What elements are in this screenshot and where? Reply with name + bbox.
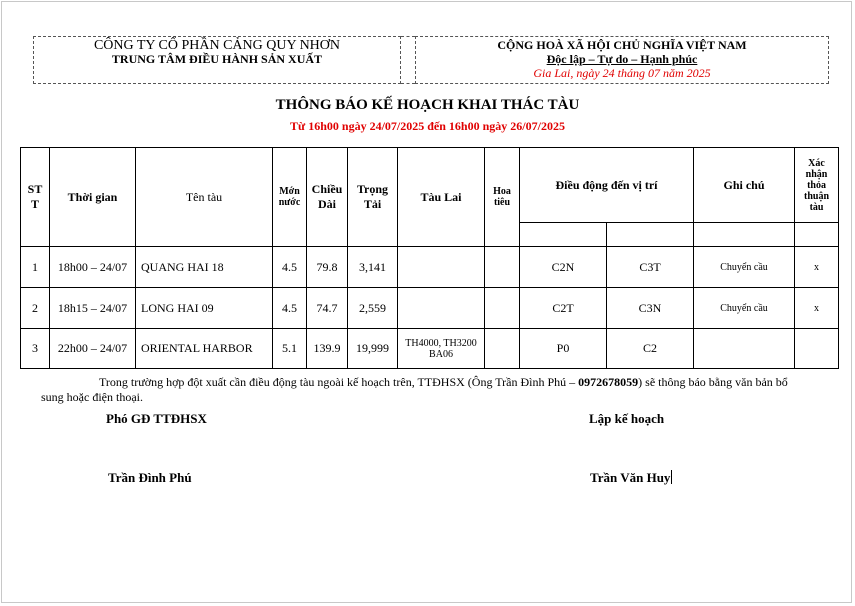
cell-note <box>694 329 795 369</box>
header-time: Thời gian <box>50 148 136 247</box>
signature-right-title: Lập kế hoạch <box>589 411 665 426</box>
place-date: Gia Lai, ngày 24 tháng 07 năm 2025 <box>533 66 711 80</box>
note-text-1: Trong trường hợp đột xuất cần điều động tàu ngoài kế hoạch trên, TTĐHSX (Ông Trần Đình Phú – <box>99 375 579 389</box>
cell-to: C3T <box>607 247 694 288</box>
cell-ship: ORIENTAL HARBOR <box>136 329 273 369</box>
cell-length: 79.8 <box>307 247 348 288</box>
cell-note: Chuyển cầu <box>694 288 795 329</box>
cell-length: 74.7 <box>307 288 348 329</box>
subheader-confirm <box>795 223 839 247</box>
cell-time: 18h15 – 24/07 <box>50 288 136 329</box>
header-draft: Mớn nước <box>273 148 307 247</box>
header-stt: ST T <box>21 148 50 247</box>
cell-confirm: x <box>795 288 839 329</box>
cell-confirm: x <box>795 247 839 288</box>
cell-from: C2N <box>520 247 607 288</box>
company-unit: TRUNG TÂM ĐIỀU HÀNH SẢN XUẤT <box>111 52 323 66</box>
cell-pilot <box>485 247 520 288</box>
subheader-from <box>520 223 607 247</box>
cell-stt: 1 <box>21 247 50 288</box>
cell-tug <box>398 288 485 329</box>
cell-time: 18h00 – 24/07 <box>50 247 136 288</box>
nation-motto: Độc lập – Tự do – Hạnh phúc <box>546 52 698 66</box>
signature-right-block[interactable] <box>590 470 672 486</box>
table-header-row <box>21 148 839 223</box>
cell-note: Chuyển cầu <box>694 247 795 288</box>
cell-draft: 5.1 <box>273 329 307 369</box>
company-name: CÔNG TY CỔ PHẦN CẢNG QUY NHƠN <box>93 38 341 53</box>
subheader-note <box>694 223 795 247</box>
cell-tonnage: 2,559 <box>348 288 398 329</box>
cell-from: C2T <box>520 288 607 329</box>
cell-from: P0 <box>520 329 607 369</box>
cell-pilot <box>485 329 520 369</box>
signature-left-name: Trần Đình Phú <box>108 470 192 485</box>
cell-ship: QUANG HAI 18 <box>136 247 273 288</box>
cell-ship: LONG HAI 09 <box>136 288 273 329</box>
cell-draft: 4.5 <box>273 247 307 288</box>
subheader-to <box>607 223 694 247</box>
header-ship: Tên tàu <box>136 148 273 247</box>
cell-time: 22h00 – 24/07 <box>50 329 136 369</box>
signature-right-name: Trần Văn Huy <box>590 470 671 485</box>
cell-tonnage: 19,999 <box>348 329 398 369</box>
header-divider <box>401 36 415 84</box>
table-row <box>21 288 839 329</box>
cell-length: 139.9 <box>307 329 348 369</box>
header-tonnage: Trọng Tải <box>348 148 398 247</box>
cell-tonnage: 3,141 <box>348 247 398 288</box>
cell-tug: TH4000, TH3200 BA06 <box>398 329 485 369</box>
cell-stt: 3 <box>21 329 50 369</box>
header-note: Ghi chú <box>694 148 795 223</box>
company-header <box>33 36 401 84</box>
note-text-2: ) sẽ thông báo bằng văn bản bổ sung hoặc điện thoại. <box>41 375 788 404</box>
nation-name: CỘNG HOÀ XÃ HỘI CHỦ NGHĨA VIỆT NAM <box>497 38 747 52</box>
ship-plan-table <box>20 147 839 369</box>
table-row <box>21 247 839 288</box>
table-row <box>21 329 839 369</box>
note-phone: 0972678059 <box>578 375 639 389</box>
header-tug: Tàu Lai <box>398 148 485 247</box>
document-title: THÔNG BÁO KẾ HOẠCH KHAI THÁC TÀU <box>275 97 580 113</box>
cell-tug <box>398 247 485 288</box>
document-subtitle: Từ 16h00 ngày 24/07/2025 đến 16h00 ngày 26/07/2025 <box>290 119 565 133</box>
cell-confirm <box>795 329 839 369</box>
signature-left-title: Phó GĐ TTĐHSX <box>106 411 207 426</box>
cell-to: C2 <box>607 329 694 369</box>
text-cursor <box>671 470 672 484</box>
header-confirm: Xác nhận thỏa thuận tàu <box>795 148 839 223</box>
header-length: Chiều Dài <box>307 148 348 247</box>
header-pilot: Hoa tiêu <box>485 148 520 247</box>
cell-draft: 4.5 <box>273 288 307 329</box>
cell-stt: 2 <box>21 288 50 329</box>
contingency-note <box>41 375 801 405</box>
cell-pilot <box>485 288 520 329</box>
header-position: Điều động đến vị trí <box>520 148 694 223</box>
nation-header <box>415 36 829 84</box>
cell-to: C3N <box>607 288 694 329</box>
